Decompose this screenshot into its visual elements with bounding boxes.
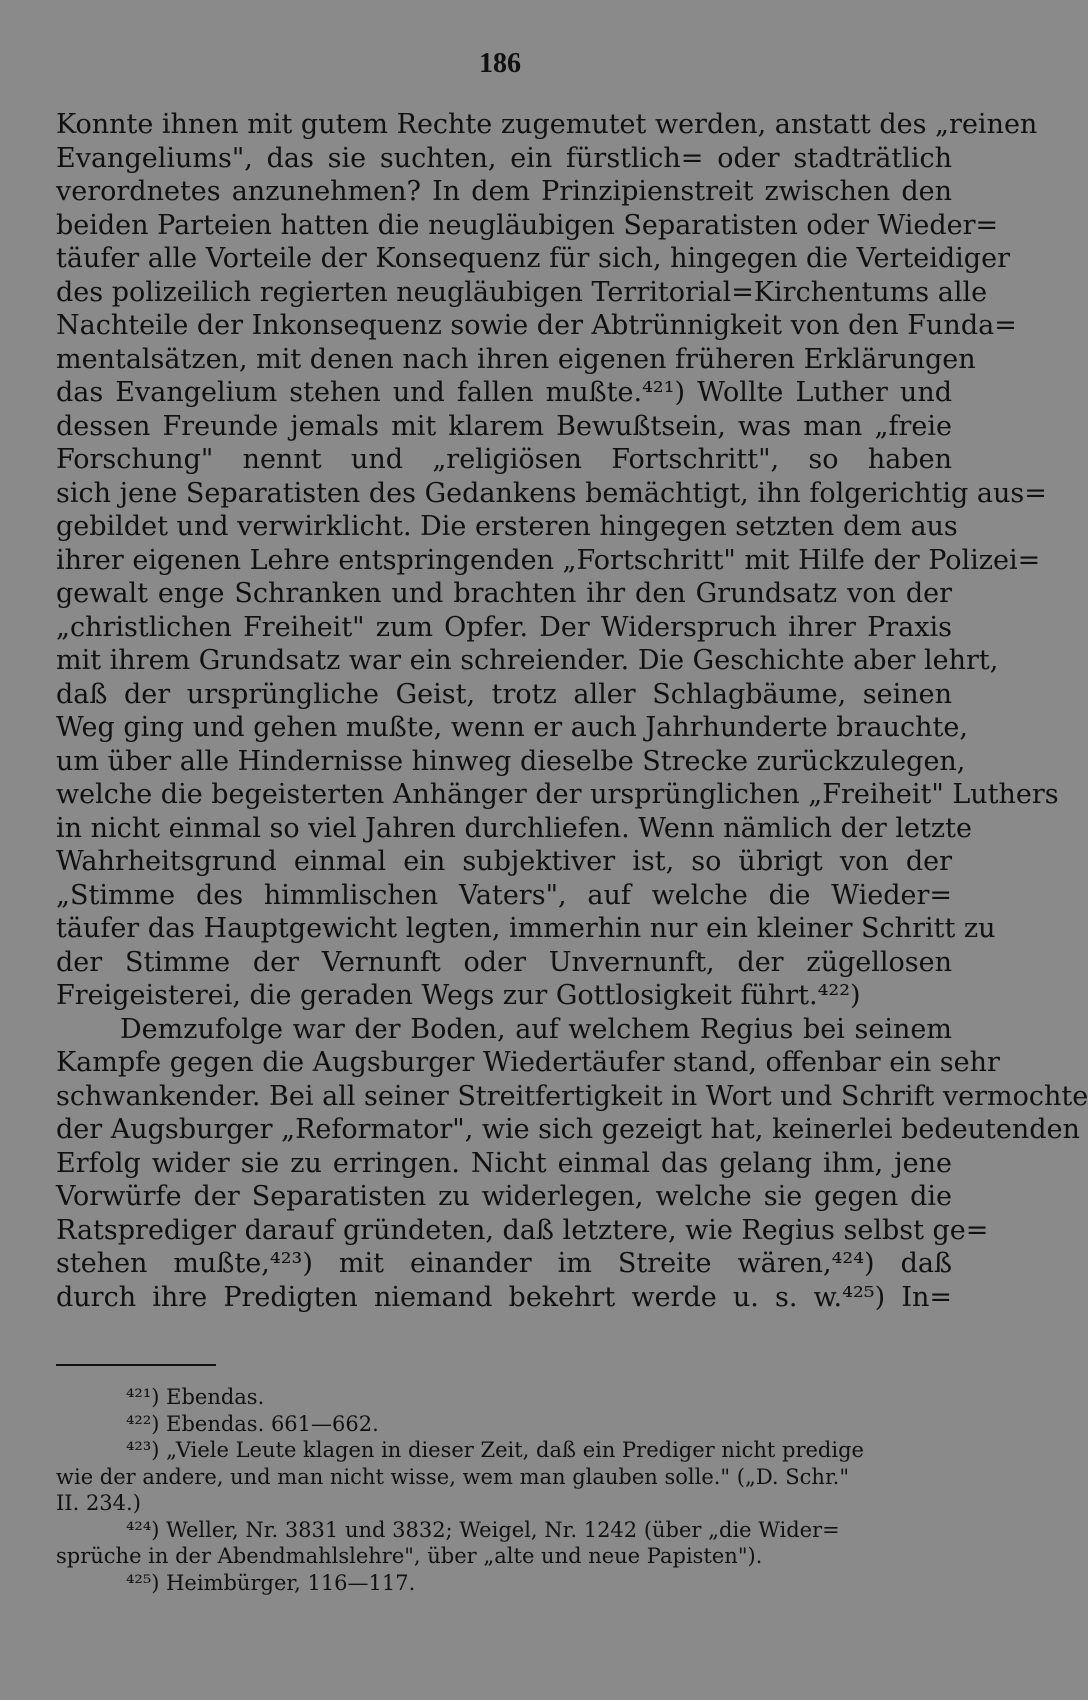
footnote-424-cont: sprüche in der Abendmahlslehre", über „alte und neue Papisten"). bbox=[56, 1544, 763, 1568]
text-line: täufer alle Vorteile der Konsequenz für sich, hingegen die Verteidiger bbox=[56, 243, 1010, 274]
text-line: „Stimme des himmlischen Vaters", auf welche die Wieder= bbox=[56, 879, 952, 911]
text-line: mentalsätzen, mit denen nach ihren eigenen früheren Erklärungen bbox=[56, 343, 976, 375]
text-line: durch ihre Predigten niemand bekehrt werde u. s. w.⁴²⁵) In= bbox=[56, 1281, 952, 1313]
text-line: der Stimme der Vernunft oder Unvernunft, der zügellosen bbox=[56, 946, 952, 978]
text-line: Demzufolge war der Boden, auf welchem Regius bei seinem bbox=[120, 1013, 952, 1045]
text-line: in nicht einmal so viel Jahren durchliefen. Wenn nämlich der letzte bbox=[56, 812, 972, 844]
text-line: daß der ursprüngliche Geist, trotz aller Schlagbäume, seinen bbox=[56, 678, 952, 710]
text-line: Freigeisterei, die geraden Wegs zur Gottlosigkeit führt.⁴²²) bbox=[56, 980, 861, 1011]
footnotes bbox=[56, 1384, 952, 1596]
text-line: Weg ging und gehen mußte, wenn er auch Jahrhunderte brauchte, bbox=[56, 712, 968, 743]
page-number: 186 bbox=[479, 48, 521, 79]
footnote-423-cont: wie der andere, und man nicht wisse, wem man glauben solle." („D. Schr." bbox=[56, 1464, 850, 1489]
text-line: „christlichen Freiheit" zum Opfer. Der Widerspruch ihrer Praxis bbox=[56, 611, 952, 643]
text-line: täufer das Hauptgewicht legten, immerhin nur ein kleiner Schritt zu bbox=[56, 913, 996, 944]
text-line: mit ihrem Grundsatz war ein schreiender. Die Geschichte aber lehrt, bbox=[56, 645, 999, 676]
footnote-422: ⁴²²) Ebendas. 661—662. bbox=[126, 1411, 379, 1436]
text-line: Konnte ihnen mit gutem Rechte zugemutet werden, anstatt des „reinen bbox=[56, 109, 1038, 140]
paragraph-1 bbox=[56, 108, 1059, 1013]
footnote-divider bbox=[56, 1364, 216, 1366]
text-line: Vorwürfe der Separatisten zu widerlegen, welche sie gegen die bbox=[56, 1181, 952, 1212]
text-line: stehen mußte,⁴²³) mit einander im Streite wären,⁴²⁴) daß bbox=[56, 1248, 952, 1279]
text-line: ihrer eigenen Lehre entspringenden „Fortschritt" mit Hilfe der Polizei= bbox=[56, 544, 1041, 576]
text-line: sich jene Separatisten des Gedankens bemächtigt, ihn folgerichtig aus= bbox=[56, 477, 1047, 509]
text-line: verordnetes anzunehmen? In dem Prinzipienstreit zwischen den bbox=[56, 176, 952, 207]
text-line: beiden Parteien hatten die neugläubigen Separatisten oder Wieder= bbox=[56, 209, 999, 241]
text-line: Wahrheitsgrund einmal ein subjektiver ist, so übrigt von der bbox=[56, 846, 952, 877]
text-line: gewalt enge Schranken und brachten ihr den Grundsatz von der bbox=[56, 578, 952, 609]
footnote-425: ⁴²⁵) Heimbürger, 116—117. bbox=[126, 1570, 416, 1595]
text-line: Kampfe gegen die Augsburger Wiedertäufer stand, offenbar ein sehr bbox=[56, 1047, 1000, 1078]
text-line: Evangeliums", das sie suchten, ein fürstlich= oder stadträtlich bbox=[56, 142, 952, 174]
text-line: um über alle Hindernisse hinweg dieselbe Strecke zurückzulegen, bbox=[56, 745, 966, 777]
footnote-423: ⁴²³) „Viele Leute klagen in dieser Zeit, daß ein Prediger nicht predige bbox=[126, 1438, 864, 1462]
body-text bbox=[56, 108, 1088, 1314]
text-line: des polizeilich regierten neugläubigen Territorial=Kirchentums alle bbox=[56, 276, 988, 308]
text-line: gebildet und verwirklicht. Die ersteren hingegen setzten dem aus bbox=[56, 511, 958, 542]
footnote-423-cont: II. 234.) bbox=[56, 1491, 141, 1515]
text-line: schwankender. Bei all seiner Streitfertigkeit in Wort und Schrift vermochte bbox=[56, 1080, 1088, 1112]
text-line: Nachteile der Inkonsequenz sowie der Abtrünnigkeit von den Funda= bbox=[56, 310, 1017, 341]
text-line: welche die begeisterten Anhänger der ursprünglichen „Freiheit" Luthers bbox=[56, 779, 1059, 810]
text-line: Erfolg wider sie zu erringen. Nicht einmal das gelang ihm, jene bbox=[56, 1147, 952, 1179]
text-line: Forschung" nennt und „religiösen Fortschritt", so haben bbox=[56, 444, 952, 475]
footnote-424: ⁴²⁴) Weller, Nr. 3831 und 3832; Weigel, Nr. 1242 (über „die Wider= bbox=[126, 1517, 840, 1542]
text-line: dessen Freunde jemals mit klarem Bewußtsein, was man „freie bbox=[56, 410, 952, 442]
footnote-421: ⁴²¹) Ebendas. bbox=[126, 1385, 265, 1409]
paragraph-2 bbox=[56, 1013, 1088, 1315]
text-line: der Augsburger „Reformator", wie sich gezeigt hat, keinerlei bedeutenden bbox=[56, 1114, 1080, 1145]
text-line: Ratsprediger darauf gründeten, daß letztere, wie Regius selbst ge= bbox=[56, 1214, 989, 1246]
text-line: das Evangelium stehen und fallen mußte.⁴²¹) Wollte Luther und bbox=[56, 377, 952, 408]
